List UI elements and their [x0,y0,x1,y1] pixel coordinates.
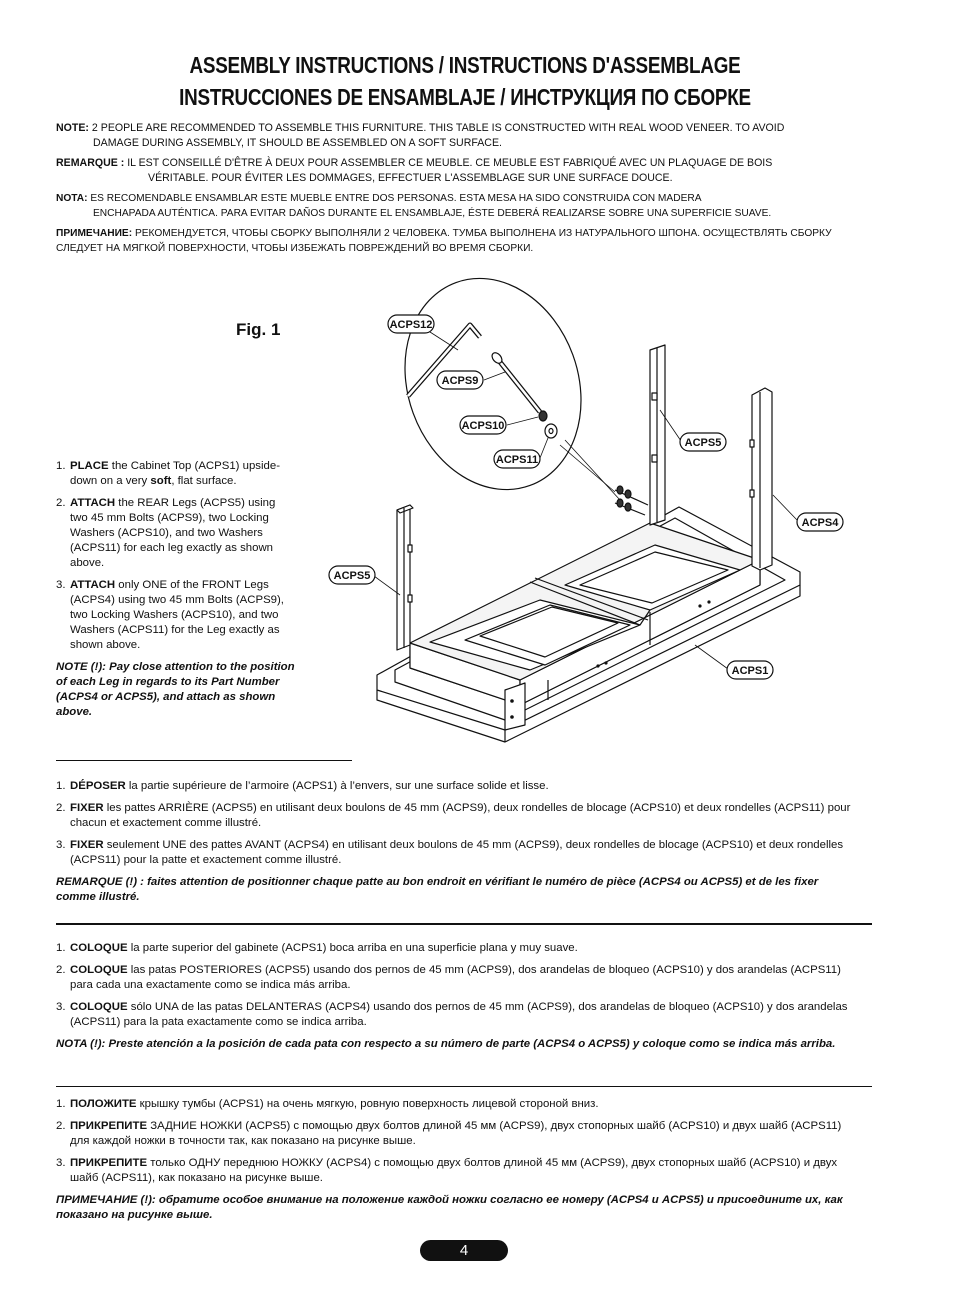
bolts-detail [615,486,648,515]
divider-short [56,760,352,761]
step-number: 1. [56,780,66,792]
note-fr-line1: IL EST CONSEILLÉ D'ÊTRE À DEUX POUR ASSEMBLER CE MEUBLE. CE MEUBLE EST FABRIQUÉ AVEC UN PLAQUAGE DE BOIS [124,157,773,169]
callout-acps11: ACPS11 [495,454,539,466]
callout-acps9: ACPS9 [441,375,479,387]
note-english: NOTE (!): Pay close attention to the position of each Leg in regards to its Part Number (ACPS4 or ACPS5), and attach as shown above. [56,661,295,718]
note-ru-line1: РЕКОМЕНДУЕТСЯ, ЧТОБЫ СБОРКУ ВЫПОЛНЯЛИ 2 ЧЕЛОВЕКА. ТУМБА ВЫПОЛНЕНА ИЗ НАТУРАЛЬНОГО ШПОНА. ОСУЩЕСТВЛЯТЬ СБОРКУ [132,228,832,239]
note-fr-line2: VÉRITABLE. POUR ÉVITER LES DOMMAGES, EFFECTUER L'ASSEMBLAGE SUR UNE SURFACE DOUCE. [148,172,673,184]
note-fr-label: REMARQUE : [56,157,125,169]
step-text: только ОДНУ переднюю НОЖКУ (ACPS4) с помощью двух болтов длиной 45 мм (ACPS9), двух стопорных шайб (ACPS10) и двух шайб (ACPS11), как показано на рисунке выше. [70,1157,838,1184]
step-es-3 [56,1000,856,1030]
note-en-line2: DAMAGE DURING ASSEMBLY, IT SHOULD BE ASSEMBLED ON A SOFT SURFACE. [93,137,502,149]
step-fr-3 [56,838,856,868]
steps-spanish [56,941,856,1052]
step-text: ЗАДНИЕ НОЖКИ (ACPS5) с помощью двух болтов длиной 45 мм (ACPS9), двух стопорных шайб (ACPS10) и двух шайб (ACPS11) для каждой ножки в точности так, как показано на рисунке выше. [70,1120,842,1147]
step-verb: ПРИКРЕПИТЕ [70,1120,148,1132]
step-number: 3. [56,1157,66,1169]
steps-russian [56,1097,856,1223]
lock-washer-icon [539,411,547,421]
step-number: 2. [56,1120,66,1132]
callout-acps10: ACPS10 [461,420,505,432]
page-number: 4 [420,1240,508,1261]
callout-acps12: ACPS12 [389,319,433,331]
step-verb: ATTACH [70,579,116,591]
callout-acps5-left: ACPS5 [333,570,371,582]
note-french: REMARQUE (!) : faites attention de positionner chaque patte au bon endroit en vérifiant le numéro de pièce (ACPS4 ou ACPS5) et de les fixer comme illustré. [56,876,819,903]
step-verb: ПОЛОЖИТЕ [70,1098,137,1110]
note-es-label: NOTA: [56,193,88,204]
steps-english [56,459,296,720]
note-ru-line2: СЛЕДУЕТ НА МЯГКОЙ ПОВЕРХНОСТИ, ЧТОБЫ ИЗБЕЖАТЬ ПОВРЕЖДЕНИЙ ВО ВРЕМЯ СБОРКИ. [56,243,534,254]
step-verb: COLOQUE [70,1001,128,1013]
page-title-line1: ASSEMBLY INSTRUCTIONS / INSTRUCTIONS D'ASSEMBLAGE [189,52,741,78]
note-en-line1: 2 PEOPLE ARE RECOMMENDED TO ASSEMBLE THIS FURNITURE. THIS TABLE IS CONSTRUCTED WITH REAL WOOD VENEER. TO AVOID [88,122,785,134]
step-emphasis: soft [150,475,172,487]
step-verb: ATTACH [70,497,116,509]
step-number: 3. [56,579,66,591]
step-number: 3. [56,839,66,851]
step-number: 1. [56,1098,66,1110]
step-number: 2. [56,964,66,976]
divider-2 [56,1086,872,1087]
step-verb: COLOQUE [70,942,128,954]
step-text: les pattes ARRIÈRE (ACPS5) en utilisant deux boulons de 45 mm (ACPS9), deux rondelles de blocage (ACPS10) et deux rondelles (ACPS11) pour chacun et exactement comme illustré. [70,802,851,829]
step-verb: DÉPOSER [70,780,126,792]
step-text: only ONE of the FRONT Legs (ACPS4) using two 45 mm Bolts (ACPS9), two Locking Washers (ACPS10), and two Washers (ACPS11) for the Leg exactly as shown above. [70,579,284,651]
step-text: , flat surface. [171,475,237,487]
leg-front [752,388,772,570]
note-es-line2: ENCHAPADA AUTÉNTICA. PARA EVITAR DAÑOS DURANTE EL ENSAMBLAJE, ÉSTE DEBERÁ REALIZARSE SOBRE UNA SUPERFICIE SUAVE. [93,208,772,219]
step-verb: FIXER [70,839,104,851]
washer-icon [545,424,557,438]
step-text: the Cabinet Top (ACPS1) upside-down on a very [70,460,280,487]
step-number: 1. [56,460,66,472]
page-title-line2: INSTRUCCIONES DE ENSAMBLAJE / ИНСТРУКЦИЯ ПО СБОРКЕ [179,84,751,110]
divider-1 [56,923,872,925]
step-fr-2 [56,801,856,831]
note-russian: ПРИМЕЧАНИЕ (!): обратите особое внимание на положение каждой ножки согласно ее номеру (ACPS4 и ACPS5) и присоедините их, как показано на рисунке выше. [56,1194,843,1221]
step-text: la parte superior del gabinete (ACPS1) boca arriba en una superficie plana y muy suave. [127,942,578,954]
step-text: la partie supérieure de l’armoire (ACPS1) à l’envers, sur une surface solide et lisse. [125,780,549,792]
step-verb: PLACE [70,460,109,472]
steps-french [56,779,856,905]
magnifier-circle [376,253,610,514]
step-verb: FIXER [70,802,104,814]
note-ru-label: ПРИМЕЧАНИЕ: [56,228,133,239]
note-en-label: NOTE: [56,122,89,134]
step-en-3 [56,578,296,653]
figure-label: Fig. 1 [236,320,281,339]
callout-acps4: ACPS4 [801,517,839,529]
step-number: 2. [56,802,66,814]
step-number: 3. [56,1001,66,1013]
step-ru-3 [56,1156,856,1186]
step-text: the REAR Legs (ACPS5) using two 45 mm Bolts (ACPS9), two Locking Washers (ACPS10), and two Washers (ACPS11) for each leg exactly as shown above. [70,497,276,569]
step-en-2 [56,496,296,571]
step-text: seulement UNE des pattes AVANT (ACPS4) en utilisant deux boulons de 45 mm (ACPS9), deux rondelles de blocage (ACPS10) et deux rondelles (ACPS11) pour la patte et exactement comme illustré. [70,839,844,866]
step-text: las patas POSTERIORES (ACPS5) usando dos pernos de 45 mm (ACPS9), dos arandelas de bloqueo (ACPS10) y dos arandelas (ACPS11) para cada una exactamente como se indica más arriba. [70,964,841,991]
step-text: sólo UNA de las patas DELANTERAS (ACPS4) usando dos pernos de 45 mm (ACPS9), dos arandelas de bloqueo (ACPS10) y dos arandelas (ACPS11) para la pata exactamente como se indica arriba. [70,1001,848,1028]
step-en-1 [56,459,296,489]
step-es-1 [56,941,856,956]
note-spanish: NOTA (!): Preste atención a la posición de cada pata con respecto a su número de parte (ACPS4 o ACPS5) y coloque como se indica más arriba. [56,1038,836,1050]
step-number: 1. [56,942,66,954]
step-verb: ПРИКРЕПИТЕ [70,1157,148,1169]
step-ru-1 [56,1097,856,1112]
step-fr-1 [56,779,856,794]
step-verb: COLOQUE [70,964,128,976]
step-es-2 [56,963,856,993]
callout-acps1: ACPS1 [731,665,769,677]
callout-acps5-right: ACPS5 [684,437,722,449]
note-es-line1: ES RECOMENDABLE ENSAMBLAR ESTE MUEBLE ENTRE DOS PERSONAS. ESTA MESA HA SIDO CONSTRUIDA CON MADERA [87,193,702,204]
step-ru-2 [56,1119,856,1149]
step-text: крышку тумбы (ACPS1) на очень мягкую, ровную поверхность лицевой стороной вниз. [136,1098,599,1110]
step-number: 2. [56,497,66,509]
